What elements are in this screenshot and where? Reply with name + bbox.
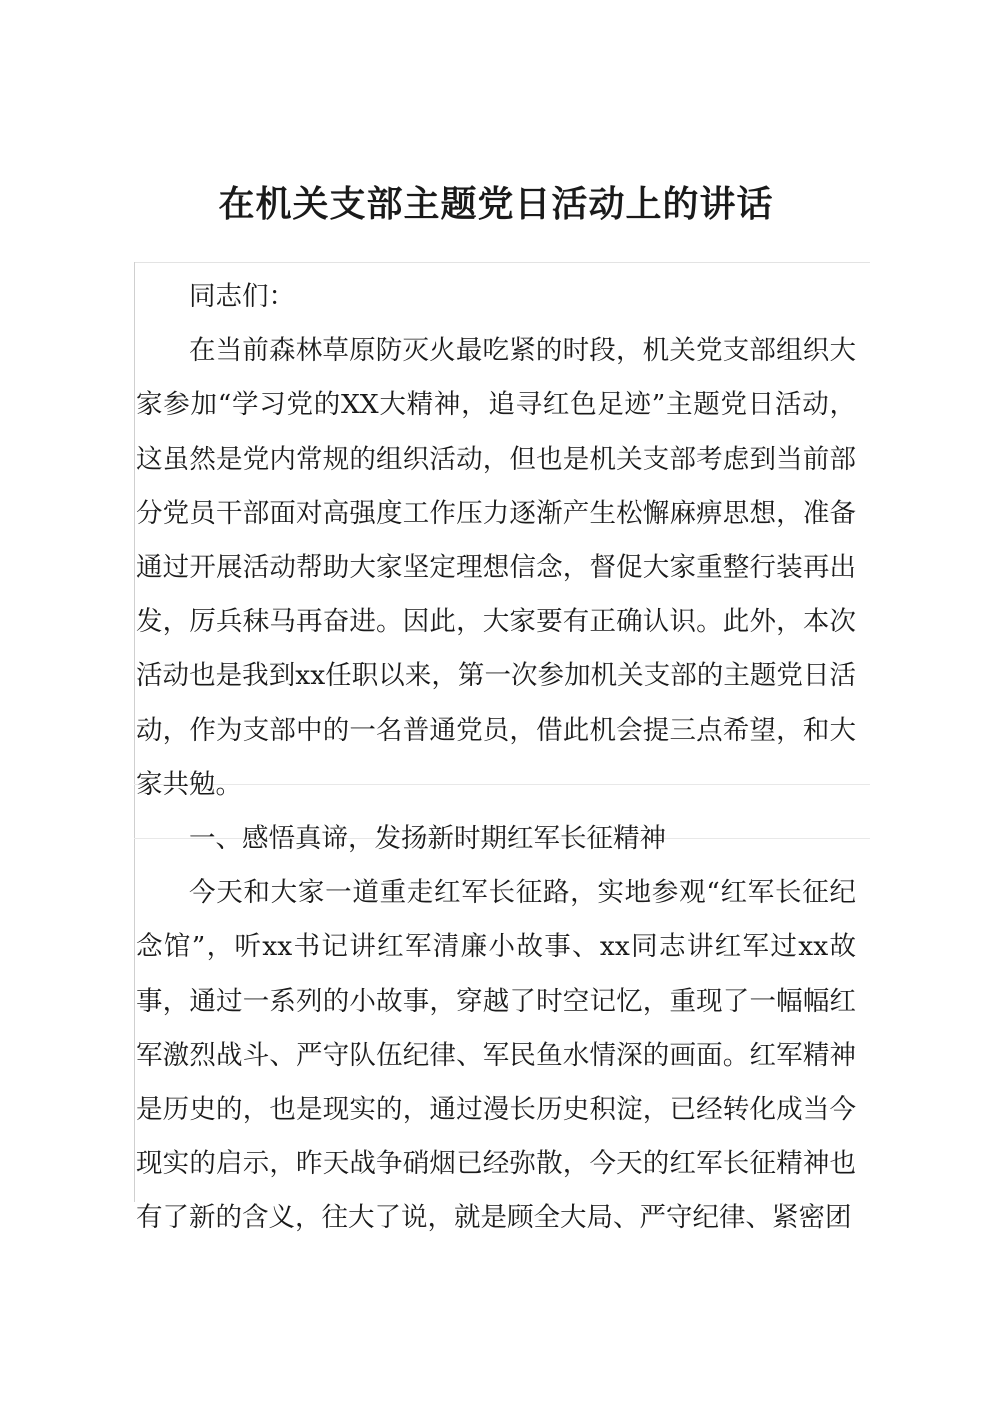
body-paragraph-section-1: 今天和大家一道重走红军长征路，实地参观“红军长征纪念馆”，听xx书记讲红军清廉小故事、xx同志讲红军过xx故事，通过一系列的小故事，穿越了时空记忆，重现了一幅幅红军激烈战斗、严守队伍纪律、军民鱼水情深的画面。红军精神是历史的，也是现实的，通过漫长历史积淀，已经转化成当今现实的启示，昨天战争硝烟已经弥散，今天的红军长征精神也有了新的含义，往大了说，就是顾全大局、严守纪律、紧密团: [136, 877, 856, 1234]
document-body: [136, 270, 856, 1246]
document-title: 在机关支部主题党日活动上的讲话: [218, 183, 774, 225]
body-paragraph-intro: 在当前森林草原防灭火最吃紧的时段，机关党支部组织大家参加“学习党的XX大精神，追寻红色足迹”主题党日活动，这虽然是党内常规的组织活动，但也是机关支部考虑到当前部分党员干部面对高强度工作压力逐渐产生松懈麻痹思想，准备通过开展活动帮助大家坚定理想信念，督促大家重整行装再出发，厉兵秣马再奋进。因此，大家要有正确认识。此外，本次活动也是我到xx任职以来，第一次参加机关支部的主题党日活动，作为支部中的一名普通党员，借此机会提三点希望，和大家共勉。: [136, 335, 856, 800]
greeting: 同志们：: [189, 281, 295, 312]
section-heading: 一、感悟真谛，发扬新时期红军长征精神: [189, 823, 666, 855]
